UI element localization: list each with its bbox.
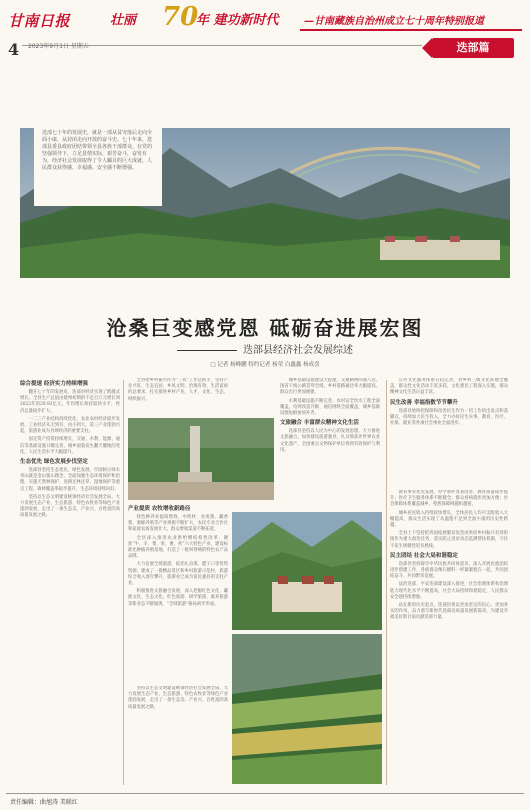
paragraph: 城乡基础设施建设大提速，交通路网四通八达，国省干线公路贯穿全境，乡村道路通达率大幅提高，群众出行更加便捷。 bbox=[280, 378, 380, 396]
paragraph: 翻开七十年的发展史，迭部县经济实现了跨越式增长。全县生产总值由建州初期的不足百万元增长到2022年的29.92亿元，年均增长保持较快水平，经济总量稳步扩大。 bbox=[20, 390, 120, 414]
paragraph: 站在新的历史起点，迭部县将以更加坚定的信心、更加务实的作风，奋力谱写新时代迭部高质量发展新篇章，为建设幸福美好新甘南贡献迭部力量。 bbox=[390, 603, 508, 621]
article-headline: 沧桑巨变感党恩 砥砺奋进展宏图 bbox=[106, 316, 424, 340]
paragraph: 全县把乡村振兴作为“三农”工作总抓手，坚持产业兴旺、生态宜居、乡风文明、治理有效、生活富裕的总要求，扎实推进乡村产业、人才、文化、生态、组织振兴。 bbox=[128, 378, 228, 402]
paragraph: 积极推进文旅融合发展，深入挖掘红色文化、藏族文化、生态文化，红色旅游、研学旅游、康养旅游等新业态不断涌现，“全域旅游”格局初步形成。 bbox=[128, 589, 228, 607]
paragraph: 全县深入推进农业供给侧结构性改革，聚焦“牛、羊、菜、果、薯、药”六大特色产业，建设标准化种植养殖基地，打造了一批叫得响的特色农产品品牌。 bbox=[128, 535, 228, 560]
paragraph: 特色种养业提质增效，中药材、食用菌、藏香猪、蜜蜂养殖等产业规模不断扩大，农民专业合作社和家庭农场发展壮大，群众增收渠道不断拓宽。 bbox=[128, 515, 228, 533]
paragraph: 法治迭部、平安迭部建设深入推进，社会治理体系和治理能力现代化水平不断提高，社会大局持续和谐稳定，人民群众安全感持续增强。 bbox=[390, 582, 508, 600]
paragraph: 全县上下坚持把巩固拓展脱贫攻坚成果同乡村振兴有效衔接作为重大政治任务，落实防止返贫动态监测帮扶机制，守住不发生规模性返贫底线。 bbox=[390, 531, 508, 549]
header-divider bbox=[300, 29, 522, 31]
paragraph: 一二三产业结构持续优化，农业农村经济稳步发展，工业经济从无到有、由小到大，第三产业蓬勃兴起，旅游业成为县域经济的重要支柱。 bbox=[20, 416, 120, 435]
issue-date: 2023年9月1日 星期五 bbox=[28, 43, 89, 50]
paragraph: 水利基础设施不断完善，农村安全饮水工程全面覆盖，电网改造升级、通信网络全面覆盖，城乡基础设施短板加快补齐。 bbox=[280, 398, 380, 417]
paragraph: 坚持以生态文明建设统领经济社会发展全局，大力发展生态产业，生态旅游、特色农牧业等绿色产业蓬勃发展，走出了一条生态美、产业兴、百姓富的高质量发展之路。 bbox=[128, 686, 228, 710]
subhead-text: 迭部县经济社会发展综述 bbox=[243, 345, 353, 356]
paragraph: 大力发展全域旅游，依托扎尕那、腊子口等优势资源，建成了一批精品景区和乡村旅游示范村，旅游综合收入逐年攀升，旅游业已成为富民强县的支柱产业。 bbox=[128, 562, 228, 587]
column-heading: 民主团结 社会大局和谐稳定 bbox=[390, 552, 458, 559]
article-byline: □ 记者 杨峰鹏 特约记者 杨荣 白鑫鑫 杨成喜 bbox=[210, 362, 320, 368]
paragraph: 城乡居民收入持续较快增长，全体居民人均可支配收入大幅提高，群众生活实现了从温饱不足到全面小康的历史性跨越。 bbox=[390, 510, 508, 529]
paragraph: 迭部县坚持生态优先、绿色发展，牢固树立绿水青山就是金山银山理念，全面加强生态环境保护和治理，实施天然林保护、退耕还林还草、湿地保护等重点工程，森林覆盖率稳步提升，生态环境持续向好。 bbox=[20, 468, 120, 492]
column-heading: 综合提速 经济实力持续增强 bbox=[20, 381, 88, 387]
paragraph: 教育事业优先发展，办学条件显著改善，教育质量稳步提升；医疗卫生服务体系不断健全，群众看病就医更加方便；社会保障体系覆盖城乡，兜底保障网越织越密。 bbox=[390, 490, 508, 508]
column-4-top bbox=[390, 378, 508, 488]
paragraph: 迭部县坚持铸牢中华民族共同体意识，深入开展民族团结进步创建工作，各族群众像石榴籽一样紧紧抱在一起，共同团结奋斗、共同繁荣发展。 bbox=[390, 561, 508, 580]
column-divider bbox=[123, 380, 124, 785]
footer-rule bbox=[6, 793, 524, 794]
column-2-top bbox=[128, 378, 228, 416]
column-divider bbox=[386, 380, 387, 785]
column-heading: 民生改善 幸福指数节节攀升 bbox=[390, 399, 458, 406]
column-2-bottom bbox=[128, 686, 228, 786]
column-heading: 生态优先 绿色发展步伐坚定 bbox=[20, 459, 88, 466]
column-1 bbox=[20, 378, 120, 788]
intro-box: 迭部七十年的发展史，就是一部从贫穷落后走向全面小康、从封闭走向开放的奋斗史。七十年来，迭部县委县政府团结带领全县各族干部群众，在党的坚强领导下，立足县情实际，艰苦奋斗，奋发有为，经济社会发展取得了令人瞩目的巨大成就，人民群众获得感、幸福感、安全感不断增强。 bbox=[34, 124, 162, 206]
column-2-middle bbox=[128, 503, 228, 683]
village-photo bbox=[232, 512, 382, 630]
paragraph: 迭部县始终把保障和改善民生作为一切工作的出发点和落脚点，持续加大民生投入，全力办好民生实事，教育、医疗、社保、就业等各项社会事业全面进步。 bbox=[390, 408, 508, 427]
monument-photo bbox=[128, 418, 274, 500]
article-subhead bbox=[0, 341, 530, 356]
column-3-top bbox=[280, 378, 380, 508]
newspaper-logo: 甘南日报 bbox=[8, 12, 71, 30]
farmland-photo bbox=[232, 634, 382, 784]
special-report-title: —甘南藏族自治州成立七十周年特别报道 bbox=[304, 16, 484, 27]
paragraph: 公共文化服务体系日趋完善，县乡村三级文化阵地全覆盖，群众性文化活动丰富多彩，文化惠民工程深入实施，群众精神文化生活日益丰富。 bbox=[390, 378, 508, 396]
subhead-dash bbox=[177, 350, 237, 351]
slogan-part1: 壮丽 bbox=[110, 13, 137, 28]
paragraph: 坚持以生态文明建设统领经济社会发展全局，大力发展生态产业，生态旅游、特色农牧业等绿色产业蓬勃发展，走出了一条生态美、产业兴、百姓富的高质量发展之路。 bbox=[20, 494, 120, 519]
paragraph: 迭部县坚持以人民为中心的发展思想，大力推进文旅融合，加快建设旅游强县，扎尕那获评世界农业文化遗产，全国重点文物保护单位得到有效保护与利用。 bbox=[280, 429, 380, 453]
editor-credit: 责任编辑：曲旭涛 美联红 bbox=[10, 799, 78, 806]
section-badge: 迭部篇 bbox=[432, 38, 514, 58]
paragraph: 固定资产投资持续增长，交通、水利、能源、通信等基础设施日臻完善，城乡面貌发生翻天覆地的变化，人民生活水平大幅提升。 bbox=[20, 437, 120, 455]
column-heading: 产业提质 农牧增收新路径 bbox=[128, 506, 191, 512]
column-4-bottom bbox=[390, 490, 508, 786]
slogan-part2: 年 建功新时代 bbox=[196, 13, 279, 28]
page-number: 4 bbox=[8, 40, 20, 59]
column-heading: 文旅融合 丰富群众精神文化生活 bbox=[280, 420, 359, 427]
anniversary-number: 70 bbox=[162, 2, 199, 32]
